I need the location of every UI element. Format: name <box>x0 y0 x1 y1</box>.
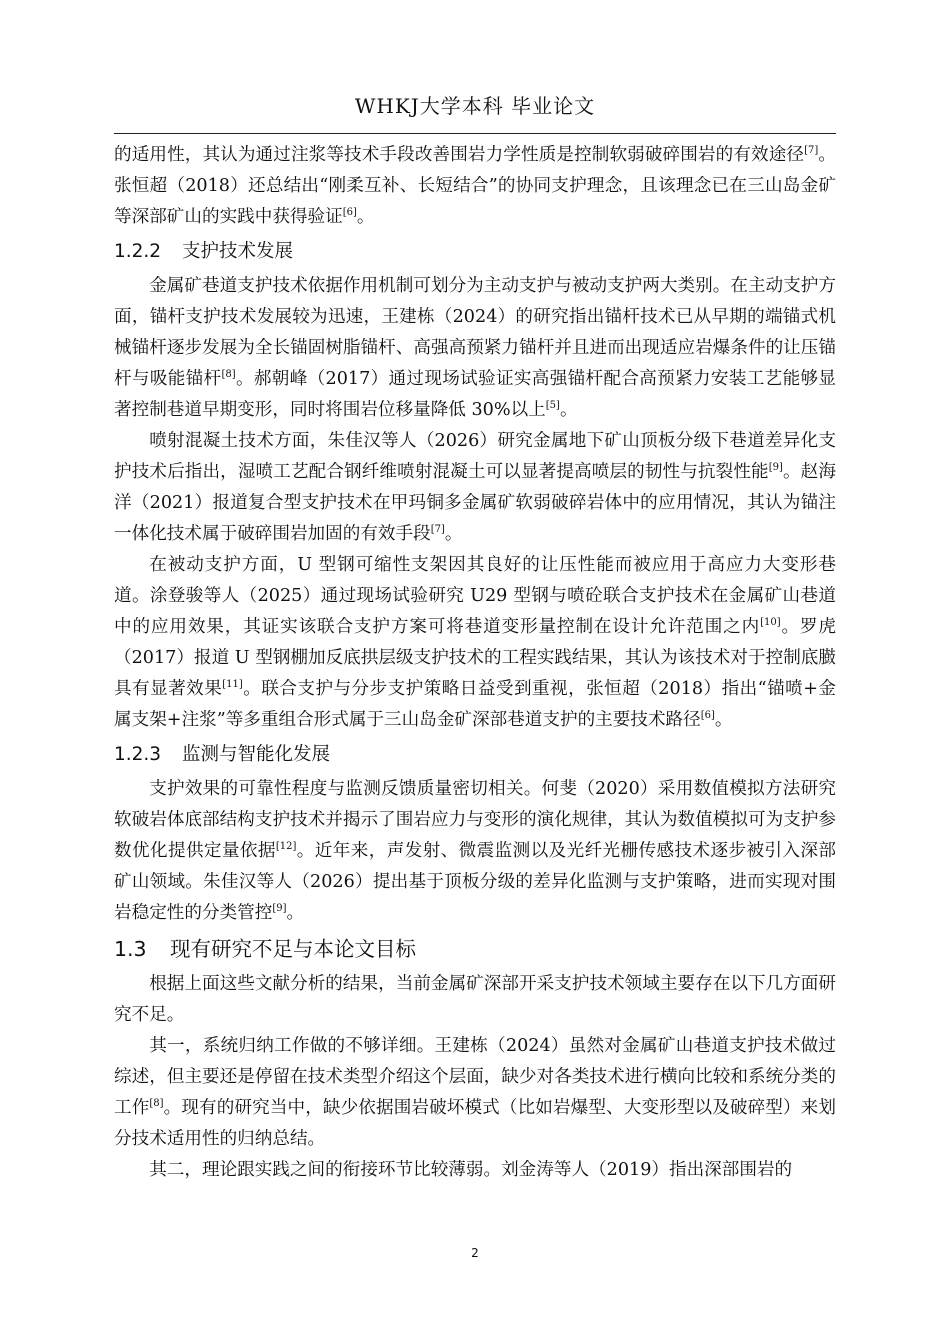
paragraph: 其二，理论跟实践之间的衔接环节比较薄弱。刘金涛等人（2019）指出深部围岩的 <box>149 1160 793 1180</box>
citation: [10] <box>760 617 781 628</box>
paragraph: 的适用性，其认为通过注浆等技术手段改善围岩力学性质是控制软弱破碎围岩的有效途径[7]。张恒超（2018）还总结出“刚柔互补、长短结合”的协同支护理念，且该理念已在三山岛金矿等深部矿山的实践中获得验证[6]。 <box>114 145 836 227</box>
paragraph: 在被动支护方面，U 型钢可缩性支架因其良好的让压性能而被应用于高应力大变形巷道。涂登骏等人（2025）通过现场试验研究 U29 型钢与喷砼联合支护技术在金属矿山巷道中的应用效果，其证实该联合支护方案可将巷道变形量控制在设计允许范围之内[10]。罗虎（2017）报道 U 型钢棚加反底拱层级支护技术的工程实践结果，其认为该技术对于控制底臌具有显著效果[11]。联合支护与分步支护策略日益受到重视，张恒超（2018）指出“锚喷+金属支架+注浆”等多重组合形式属于三山岛金矿深部巷道支护的主要技术路径[6]。 <box>114 555 836 730</box>
citation: [7] <box>804 145 819 156</box>
citation: [7] <box>430 524 445 535</box>
citation: [12] <box>275 841 297 852</box>
page-header: WHKJ大学本科 毕业论文 <box>354 94 596 118</box>
paragraph: 喷射混凝土技术方面，朱佳汉等人（2026）研究金属地下矿山顶板分级下巷道差异化支护技术后指出，湿喷工艺配合钢纤维喷射混凝土可以显著提高喷层的韧性与抗裂性能[9]。赵海洋（2021）报道复合型支护技术在甲玛铜多金属矿软弱破碎岩体中的应用情况，其认为锚注一体化技术属于破碎围岩加固的有效手段[7]。 <box>114 431 836 544</box>
citation: [9] <box>768 462 783 473</box>
paragraph: 其一，系统归纳工作做的不够详细。王建栋（2024）虽然对金属矿山巷道支护技术做过综述，但主要还是停留在技术类型介绍这个层面，缺少对各类技术进行横向比较和系统分类的工作[8]。现有的研究当中，缺少依据围岩破坏模式（比如岩爆型、大变形型以及破碎型）来划分技术适用性的归纳总结。 <box>114 1036 836 1149</box>
citation: [8] <box>149 1098 164 1109</box>
citation: [6] <box>342 207 357 218</box>
paragraph: 根据上面这些文献分析的结果，当前金属矿深部开采支护技术领域主要存在以下几方面研究不足。 <box>114 974 836 1025</box>
citation: [5] <box>545 400 560 411</box>
section-heading-1-2-3: 1.2.3 监测与智能化发展 <box>114 744 331 765</box>
section-heading-1-2-2: 1.2.2 支护技术发展 <box>114 241 294 262</box>
document-body <box>114 140 836 1186</box>
paragraph: 支护效果的可靠性程度与监测反馈质量密切相关。何斐（2020）采用数值模拟方法研究软破岩体底部结构支护技术并揭示了围岩应力与变形的演化规律，其认为数值模拟可为支护参数优化提供定量依据[12]。近年来，声发射、微震监测以及光纤光栅传感技术逐步被引入深部矿山领域。朱佳汉等人（2026）提出基于顶板分级的差异化监测与支护策略，进而实现对围岩稳定性的分类管控[9]。 <box>114 779 836 923</box>
section-heading-1-3: 1.3 现有研究不足与本论文目标 <box>114 937 416 961</box>
paragraph: 金属矿巷道支护技术依据作用机制可划分为主动支护与被动支护两大类别。在主动支护方面，锚杆支护技术发展较为迅速，王建栋（2024）的研究指出锚杆技术已从早期的端锚式机械锚杆逐步发展为全长锚固树脂锚杆、高强高预紧力锚杆并且进而出现适应岩爆条件的让压锚杆与吸能锚杆[8]。郝朝峰（2017）通过现场试验证实高强锚杆配合高预紧力安装工艺能够显著控制巷道早期变形，同时将围岩位移量降低 30%以上[5]。 <box>114 276 836 420</box>
header-rule <box>114 133 836 134</box>
citation: [8] <box>221 369 236 380</box>
citation: [9] <box>272 903 287 914</box>
citation: [11] <box>222 679 243 690</box>
citation: [6] <box>700 710 715 721</box>
page-number: 2 <box>471 1246 479 1260</box>
